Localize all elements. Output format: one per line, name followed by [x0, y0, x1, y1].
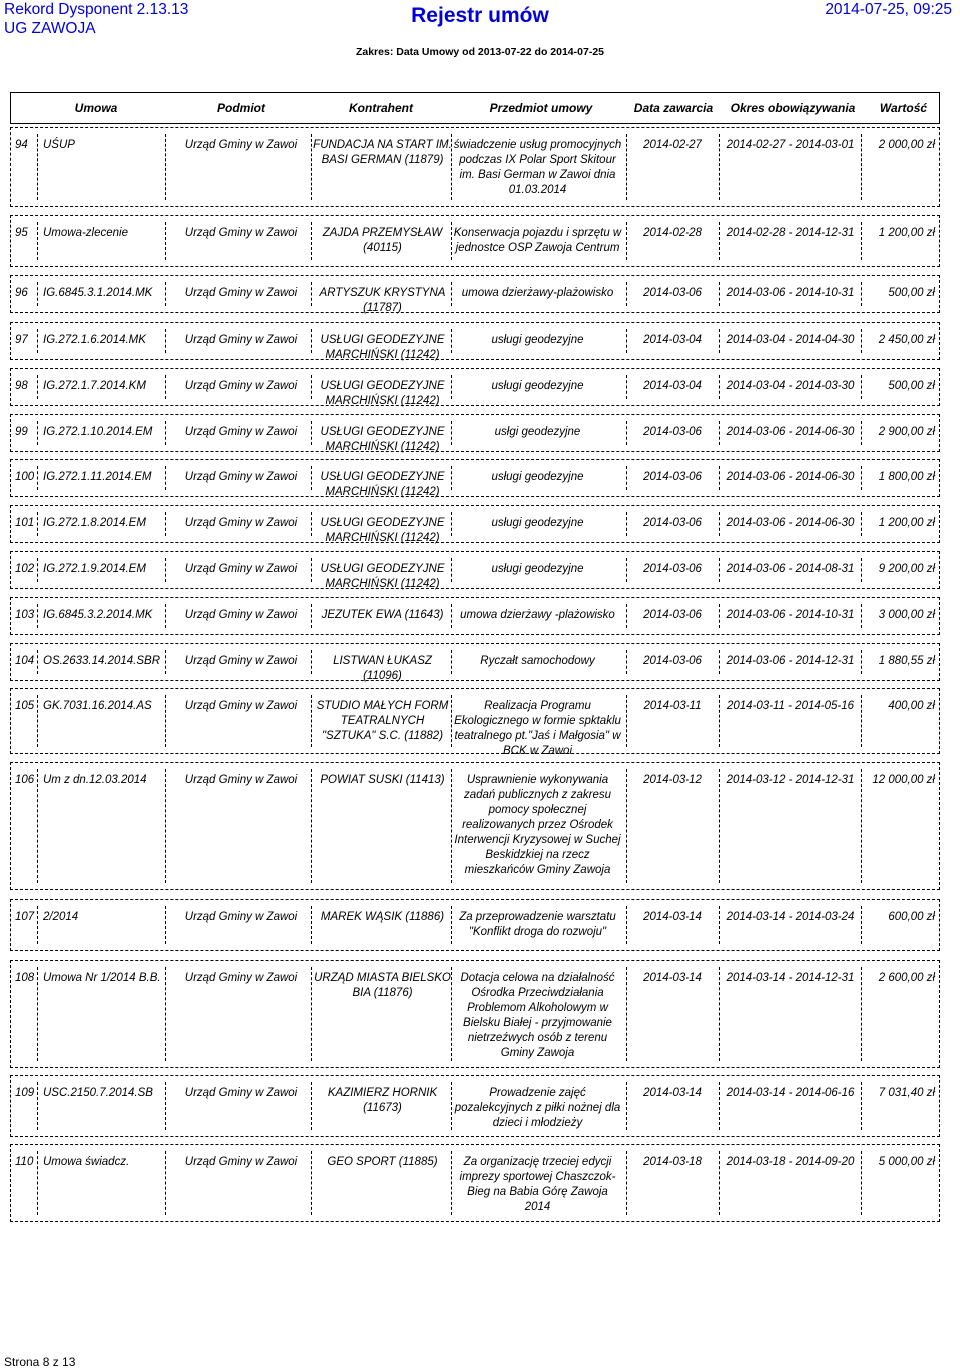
column-separator: [165, 1151, 166, 1215]
column-separator: [861, 466, 862, 490]
cell-wartosc: 1 200,00 zł: [878, 227, 935, 239]
cell-podmiot: Urząd Gminy w Zawoi: [184, 334, 298, 346]
cell-data: 2014-03-06: [643, 517, 702, 529]
page-title: Rejestr umów: [411, 4, 549, 27]
column-separator: [626, 967, 627, 1061]
column-separator: [861, 1151, 862, 1215]
column-separator: [861, 558, 862, 582]
table-row: [10, 505, 940, 543]
row-number: 98: [15, 380, 28, 392]
column-separator: [37, 512, 38, 536]
column-separator: [626, 650, 627, 674]
column-separator: [37, 134, 38, 200]
cell-wartosc: 600,00 zł: [888, 911, 935, 923]
row-number: 107: [15, 911, 35, 923]
cell-okres: 2014-03-06 - 2014-06-30: [726, 471, 855, 483]
column-separator: [719, 375, 720, 399]
cell-przedmiot: usługi geodezyjne: [491, 471, 584, 483]
cell-wartosc: 2 000,00 zł: [878, 139, 935, 151]
column-separator: [626, 1082, 627, 1130]
column-separator: [165, 329, 166, 353]
cell-umowa: GK.7031.16.2014.AS: [43, 700, 152, 712]
cell-podmiot: Urząd Gminy w Zawoi: [184, 426, 298, 438]
column-separator: [165, 421, 166, 445]
cell-data: 2014-03-04: [643, 380, 702, 392]
column-separator: [861, 1082, 862, 1130]
column-header-kontrahent: Kontrahent: [349, 101, 413, 115]
table-row: [10, 643, 940, 681]
cell-data: 2014-02-27: [643, 139, 702, 151]
row-number: 108: [15, 972, 35, 984]
table-row: [10, 762, 940, 890]
column-separator: [37, 282, 38, 306]
column-separator: [626, 466, 627, 490]
cell-data: 2014-03-06: [643, 426, 702, 438]
column-separator: [626, 604, 627, 628]
cell-okres: 2014-03-18 - 2014-09-20: [726, 1156, 855, 1168]
cell-podmiot: Urząd Gminy w Zawoi: [184, 517, 298, 529]
column-separator: [626, 375, 627, 399]
column-separator: [165, 466, 166, 490]
table-row: [10, 960, 940, 1068]
column-separator: [861, 421, 862, 445]
cell-umowa: IG.272.1.6.2014.MK: [43, 334, 146, 346]
column-separator: [37, 466, 38, 490]
page-number: Strona 8 z 13: [4, 1355, 76, 1369]
column-separator: [165, 604, 166, 628]
column-separator: [165, 512, 166, 536]
report-datetime: 2014-07-25, 09:25: [825, 1, 952, 18]
column-header-podmiot: Podmiot: [217, 101, 265, 115]
cell-okres: 2014-03-06 - 2014-10-31: [726, 609, 855, 621]
cell-wartosc: 7 031,40 zł: [878, 1087, 935, 1099]
cell-wartosc: 1 200,00 zł: [878, 517, 935, 529]
column-header-okres: Okres obowiązywania: [730, 101, 856, 115]
column-header-data: Data zawarcia: [633, 101, 714, 115]
cell-umowa: IG.6845.3.1.2014.MK: [43, 287, 153, 299]
column-separator: [861, 967, 862, 1061]
column-separator: [719, 512, 720, 536]
cell-wartosc: 5 000,00 zł: [878, 1156, 935, 1168]
cell-data: 2014-03-06: [643, 287, 702, 299]
column-separator: [861, 769, 862, 883]
column-separator: [861, 906, 862, 944]
table-row: [10, 368, 940, 406]
column-separator: [37, 650, 38, 674]
column-separator: [626, 906, 627, 944]
cell-data: 2014-02-28: [643, 227, 702, 239]
cell-podmiot: Urząd Gminy w Zawoi: [184, 1156, 298, 1168]
cell-okres: 2014-03-06 - 2014-10-31: [726, 287, 855, 299]
cell-kontrahent: MAREK WĄSIK (11886): [320, 911, 445, 923]
cell-przedmiot: Za przeprowadzenie warsztatu "Konflikt droga do rozwoju": [459, 911, 616, 938]
cell-data: 2014-03-06: [643, 471, 702, 483]
column-separator: [37, 604, 38, 628]
cell-okres: 2014-03-14 - 2014-03-24: [726, 911, 855, 923]
column-separator: [861, 604, 862, 628]
column-separator: [37, 421, 38, 445]
cell-kontrahent: USŁUGI GEODEZYJNE MARCHIŃSKI (11242): [320, 471, 445, 498]
row-number: 94: [15, 139, 28, 151]
column-separator: [861, 134, 862, 200]
row-number: 106: [15, 774, 35, 786]
cell-podmiot: Urząd Gminy w Zawoi: [184, 911, 298, 923]
table-row: [10, 215, 940, 267]
column-separator: [719, 1151, 720, 1215]
cell-data: 2014-03-11: [643, 700, 702, 712]
cell-umowa: IG.272.1.8.2014.EM: [43, 517, 146, 529]
cell-wartosc: 400,00 zł: [888, 700, 935, 712]
cell-umowa: IG.272.1.9.2014.EM: [43, 563, 146, 575]
cell-podmiot: Urząd Gminy w Zawoi: [184, 227, 298, 239]
row-number: 110: [15, 1156, 34, 1168]
row-number: 103: [15, 609, 35, 621]
cell-umowa: IG.272.1.7.2014.KM: [43, 380, 146, 392]
cell-podmiot: Urząd Gminy w Zawoi: [184, 563, 298, 575]
column-separator: [165, 769, 166, 883]
cell-wartosc: 2 900,00 zł: [878, 426, 935, 438]
column-separator: [165, 1082, 166, 1130]
cell-podmiot: Urząd Gminy w Zawoi: [184, 972, 298, 984]
column-separator: [626, 421, 627, 445]
cell-wartosc: 2 450,00 zł: [878, 334, 935, 346]
column-separator: [165, 282, 166, 306]
cell-okres: 2014-03-06 - 2014-06-30: [726, 517, 855, 529]
cell-przedmiot: Dotacja celowa na działalność Ośrodka Przeciwdziałania Problemom Alkoholowym w Bielsku Białej - przyjmowanie nietrzeźwych osób z terenu Gminy Zawoja: [460, 972, 615, 1059]
row-number: 96: [15, 287, 28, 299]
column-separator: [719, 1082, 720, 1130]
cell-umowa: IG.6845.3.2.2014.MK: [43, 609, 153, 621]
cell-wartosc: 500,00 zł: [888, 287, 935, 299]
column-separator: [37, 906, 38, 944]
column-header-przedmiot: Przedmiot umowy: [489, 101, 593, 115]
cell-umowa: Umowa świadcz.: [43, 1156, 130, 1168]
column-separator: [165, 695, 166, 747]
column-separator: [37, 769, 38, 883]
table-row: [10, 688, 940, 757]
cell-kontrahent: ZAJDA PRZEMYSŁAW (40115): [322, 227, 443, 254]
cell-data: 2014-03-14: [643, 911, 702, 923]
column-separator: [165, 906, 166, 944]
column-separator: [626, 1151, 627, 1215]
column-separator: [165, 558, 166, 582]
cell-podmiot: Urząd Gminy w Zawoi: [184, 1087, 298, 1099]
column-separator: [626, 329, 627, 353]
column-separator: [719, 466, 720, 490]
column-separator: [626, 222, 627, 260]
cell-kontrahent: STUDIO MAŁYCH FORM TEATRALNYCH "SZTUKA" S.C. (11882): [316, 700, 449, 742]
column-separator: [37, 558, 38, 582]
cell-okres: 2014-03-04 - 2014-03-30: [726, 380, 855, 392]
cell-okres: 2014-03-06 - 2014-06-30: [726, 426, 855, 438]
cell-wartosc: 9 200,00 zł: [878, 563, 935, 575]
column-separator: [626, 695, 627, 747]
column-separator: [861, 375, 862, 399]
cell-przedmiot: Ryczałt samochodowy: [480, 655, 595, 667]
column-separator: [861, 282, 862, 306]
column-separator: [719, 134, 720, 200]
cell-przedmiot: usługi geodezyjne: [491, 563, 584, 575]
cell-okres: 2014-02-27 - 2014-03-01: [726, 139, 855, 151]
cell-okres: 2014-02-28 - 2014-12-31: [726, 227, 855, 239]
cell-kontrahent: ARTYSZUK KRYSTYNA (11787): [319, 287, 446, 314]
cell-umowa: IG.272.1.10.2014.EM: [43, 426, 153, 438]
column-separator: [37, 375, 38, 399]
cell-kontrahent: USŁUGI GEODEZYJNE MARCHIŃSKI (11242): [320, 517, 445, 544]
column-separator: [861, 512, 862, 536]
cell-data: 2014-03-12: [643, 774, 702, 786]
cell-wartosc: 2 600,00 zł: [878, 972, 935, 984]
cell-podmiot: Urząd Gminy w Zawoi: [184, 139, 298, 151]
row-number: 109: [15, 1087, 35, 1099]
column-separator: [37, 695, 38, 747]
column-separator: [165, 967, 166, 1061]
column-separator: [861, 695, 862, 747]
row-number: 104: [15, 655, 35, 667]
cell-okres: 2014-03-11 - 2014-05-16: [726, 700, 855, 712]
cell-data: 2014-03-06: [643, 609, 702, 621]
table-row: [10, 275, 940, 313]
column-separator: [37, 222, 38, 260]
cell-przedmiot: umowa dzierżawy -plażowisko: [460, 609, 615, 621]
table-row: [10, 459, 940, 497]
column-separator: [719, 604, 720, 628]
cell-umowa: 2/2014: [43, 911, 79, 923]
cell-podmiot: Urząd Gminy w Zawoi: [184, 774, 298, 786]
cell-przedmiot: Za organizację trzeciej edycji imprezy sportowej Chaszczok-Bieg na Babia Górę Zawoja 2014: [459, 1156, 616, 1213]
table-header: [10, 92, 940, 124]
column-separator: [626, 282, 627, 306]
column-separator: [626, 769, 627, 883]
cell-podmiot: Urząd Gminy w Zawoi: [184, 700, 298, 712]
cell-kontrahent: JEZUTEK EWA (11643): [321, 609, 444, 621]
column-separator: [37, 1082, 38, 1130]
cell-umowa: UŚUP: [43, 139, 75, 151]
table-row: [10, 899, 940, 951]
table-row: [10, 1075, 940, 1137]
cell-umowa: USC.2150.7.2014.SB: [43, 1087, 153, 1099]
column-separator: [165, 375, 166, 399]
column-header-umowa: Umowa: [74, 101, 118, 115]
cell-przedmiot: Prowadzenie zajęć pozalekcyjnych z piłki nożnej dla dzieci i młodzieży: [454, 1087, 621, 1129]
cell-podmiot: Urząd Gminy w Zawoi: [184, 287, 298, 299]
cell-kontrahent: USŁUGI GEODEZYJNE MARCHIŃSKI (11242): [320, 563, 445, 590]
row-number: 101: [15, 517, 35, 529]
cell-przedmiot: świadczenie usług promocyjnych podczas IX Polar Sport Skitour im. Basi German w Zawoi dnia 01.03.2014: [453, 139, 622, 196]
cell-kontrahent: USŁUGI GEODEZYJNE MARCHIŃSKI (11242): [320, 380, 445, 407]
table-row: [10, 1144, 940, 1222]
cell-data: 2014-03-18: [643, 1156, 702, 1168]
row-number: 105: [15, 700, 35, 712]
column-separator: [719, 695, 720, 747]
table-row: [10, 127, 940, 207]
column-separator: [861, 329, 862, 353]
cell-przedmiot: Usprawnienie wykonywania zadań publicznych z zakresu pomocy społecznej realizowanych przez Ośrodek Interwencji Kryzysowej w Suchej Beskidzkiej na rzecz mieszkańców Gminy Zawoja: [454, 774, 621, 876]
cell-kontrahent: GEO SPORT (11885): [327, 1156, 438, 1168]
cell-przedmiot: Konserwacja pojazdu i sprzętu w jednostce OSP Zawoja Centrum: [453, 227, 622, 254]
column-separator: [719, 222, 720, 260]
cell-okres: 2014-03-04 - 2014-04-30: [726, 334, 855, 346]
cell-przedmiot: umowa dzierżawy-plażowisko: [461, 287, 614, 299]
table-row: [10, 322, 940, 360]
cell-przedmiot: usłgi geodezyjne: [494, 426, 581, 438]
column-separator: [719, 650, 720, 674]
cell-wartosc: 3 000,00 zł: [878, 609, 935, 621]
column-separator: [626, 512, 627, 536]
column-separator: [626, 558, 627, 582]
table-row: [10, 414, 940, 452]
column-separator: [719, 421, 720, 445]
cell-data: 2014-03-14: [643, 972, 702, 984]
cell-okres: 2014-03-14 - 2014-12-31: [726, 972, 855, 984]
row-number: 102: [15, 563, 35, 575]
cell-podmiot: Urząd Gminy w Zawoi: [184, 655, 298, 667]
column-separator: [861, 222, 862, 260]
cell-umowa: OS.2633.14.2014.SBR: [43, 655, 160, 667]
cell-data: 2014-03-14: [643, 1087, 702, 1099]
column-separator: [719, 769, 720, 883]
organization-name: UG ZAWOJA: [4, 20, 96, 37]
cell-kontrahent: POWIAT SUSKI (11413): [320, 774, 445, 786]
cell-okres: 2014-03-06 - 2014-12-31: [726, 655, 855, 667]
row-number: 97: [15, 334, 28, 346]
cell-umowa: Umowa Nr 1/2014 B.B.: [43, 972, 161, 984]
table-row: [10, 551, 940, 589]
app-version: Rekord Dysponent 2.13.13: [4, 1, 189, 18]
cell-kontrahent: LISTWAN ŁUKASZ (11096): [333, 655, 432, 682]
column-separator: [719, 967, 720, 1061]
column-separator: [719, 558, 720, 582]
cell-okres: 2014-03-06 - 2014-08-31: [726, 563, 855, 575]
cell-przedmiot: usługi geodezyjne: [491, 517, 584, 529]
column-separator: [37, 967, 38, 1061]
cell-umowa: Um z dn.12.03.2014: [43, 774, 147, 786]
column-separator: [626, 134, 627, 200]
column-header-wartosc: Wartość: [879, 101, 928, 115]
cell-przedmiot: usługi geodezyjne: [491, 380, 584, 392]
cell-data: 2014-03-06: [643, 563, 702, 575]
cell-umowa: IG.272.1.11.2014.EM: [43, 471, 152, 483]
column-separator: [861, 650, 862, 674]
column-separator: [37, 1151, 38, 1215]
cell-kontrahent: FUNDACJA NA START IM. BASI GERMAN (11879): [313, 139, 452, 166]
column-separator: [165, 650, 166, 674]
cell-podmiot: Urząd Gminy w Zawoi: [184, 609, 298, 621]
cell-wartosc: 1 880,55 zł: [878, 655, 935, 667]
row-number: 99: [15, 426, 28, 438]
cell-okres: 2014-03-14 - 2014-06-16: [726, 1087, 855, 1099]
column-separator: [37, 329, 38, 353]
column-separator: [719, 906, 720, 944]
cell-kontrahent: USŁUGI GEODEZYJNE MARCHIŃSKI (11242): [320, 334, 445, 361]
row-number: 95: [15, 227, 28, 239]
cell-umowa: Umowa-zlecenie: [43, 227, 129, 239]
cell-kontrahent: USŁUGI GEODEZYJNE MARCHIŃSKI (11242): [320, 426, 445, 453]
cell-data: 2014-03-06: [643, 655, 702, 667]
cell-kontrahent: URZĄD MIASTA BIELSKO BIA (11876): [314, 972, 451, 999]
column-separator: [719, 329, 720, 353]
cell-wartosc: 1 800,00 zł: [878, 471, 935, 483]
cell-data: 2014-03-04: [643, 334, 702, 346]
cell-kontrahent: KAZIMIERZ HORNIK (11673): [327, 1087, 438, 1114]
date-range: Zakres: Data Umowy od 2013-07-22 do 2014-07-25: [355, 46, 605, 58]
column-separator: [719, 282, 720, 306]
column-separator: [165, 222, 166, 260]
cell-podmiot: Urząd Gminy w Zawoi: [184, 471, 298, 483]
cell-okres: 2014-03-12 - 2014-12-31: [726, 774, 855, 786]
cell-wartosc: 500,00 zł: [888, 380, 935, 392]
row-number: 100: [15, 471, 35, 483]
cell-przedmiot: Realizacja Programu Ekologicznego w formie spktaklu teatralnego pt."Jaś i Małgosia" w BCK w Zawoi: [454, 700, 621, 757]
cell-wartosc: 12 000,00 zł: [872, 774, 935, 786]
cell-podmiot: Urząd Gminy w Zawoi: [184, 380, 298, 392]
column-separator: [165, 134, 166, 200]
table-row: [10, 597, 940, 635]
cell-przedmiot: usługi geodezyjne: [491, 334, 584, 346]
